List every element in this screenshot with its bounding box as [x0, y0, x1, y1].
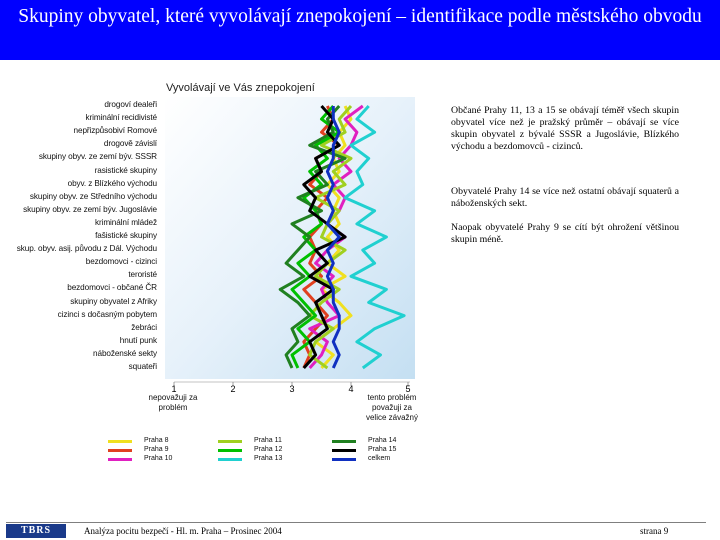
row-label: obyv. z Blízkého východu	[67, 178, 157, 188]
x-tick-label: 4	[348, 384, 354, 394]
row-label: rasistické skupiny	[94, 165, 157, 175]
row-label: žebráci	[131, 322, 157, 332]
row-label: hnutí punk	[119, 335, 157, 345]
legend-label: Praha 15	[368, 446, 397, 453]
row-label: kriminální recidivisté	[85, 113, 157, 123]
row-label: teroristé	[128, 270, 157, 280]
x-tick-label: 3	[289, 384, 295, 394]
x-tick-label: 2	[230, 384, 236, 394]
x-left-label: nepovažuji za problém	[148, 393, 198, 412]
chart-title: Vyvolávají ve Vás znepokojení	[166, 82, 315, 94]
row-label: skupiny obyv. ze Středního východu	[29, 191, 157, 201]
row-label: squateři	[128, 362, 157, 371]
plot-area	[165, 97, 415, 379]
text-paragraph-3: Naopak obyvatelé Prahy 9 se cítí být ohrožení většinou skupin méně.	[451, 222, 679, 245]
legend-swatch	[108, 458, 132, 461]
legend-label: Praha 9	[144, 446, 169, 453]
legend-swatch	[108, 449, 132, 452]
row-label: bezdomovci - občané ČR	[67, 283, 157, 293]
page-title: Skupiny obyvatel, které vyvolávají znepokojení – identifikace podle městského obvodu	[0, 0, 720, 60]
footer-divider	[6, 522, 706, 523]
x-right-label: tento problém považuji za velice závažný	[365, 393, 419, 422]
text-paragraph-2: Obyvatelé Prahy 14 se více než ostatní obávají squaterů a náboženských sekt.	[451, 186, 679, 209]
text-paragraph-1: Občané Prahy 11, 13 a 15 se obávají téměř všech skupin obyvatel více než je pražský průměr – obávají se více skupin obyvatel z bývalé SSSR a Jugoslávie, Blízkého východu a bezdomovců - cizinců.	[451, 105, 679, 152]
row-label: nepřizpůsobiví Romové	[73, 126, 157, 136]
row-label: drogoví dealeři	[104, 100, 157, 109]
row-label: skupiny obyvatel z Afriky	[70, 296, 157, 306]
x-tick-label: 5	[405, 384, 411, 394]
legend-swatch	[218, 440, 242, 443]
company-logo: TBRS	[6, 524, 66, 538]
legend-swatch	[332, 458, 356, 461]
row-label: drogově závislí	[103, 139, 157, 149]
row-label: cizinci s dočasným pobytem	[57, 309, 157, 319]
legend-swatch	[108, 440, 132, 443]
legend-swatch	[332, 449, 356, 452]
row-label: náboženské sekty	[93, 348, 157, 358]
row-label: kriminální mládež	[94, 217, 157, 227]
legend-label: Praha 10	[144, 455, 173, 462]
footer-caption: Analýza pocitu bezpečí - Hl. m. Praha – Prosinec 2004	[84, 526, 282, 536]
row-label: fašistické skupiny	[95, 231, 157, 240]
legend-label: celkem	[368, 455, 391, 462]
row-label: skup. obyv. asij. původu z Dál. Východu	[16, 244, 157, 254]
legend-swatch	[332, 440, 356, 443]
legend-label: Praha 8	[144, 437, 169, 444]
legend-label: Praha 13	[254, 455, 283, 462]
legend-label: Praha 11	[254, 437, 282, 444]
x-tick-label: 1	[171, 384, 177, 394]
row-label: skupiny obyv. ze zemí býv. Jugoslávie	[23, 204, 157, 214]
page-number: strana 9	[640, 526, 669, 536]
legend-swatch	[218, 458, 242, 461]
row-label: bezdomovci - cizinci	[85, 257, 157, 267]
legend-label: Praha 12	[254, 446, 283, 453]
row-label: skupiny obyv. ze zemí býv. SSSR	[38, 152, 157, 162]
legend-label: Praha 14	[368, 437, 397, 444]
legend-swatch	[218, 449, 242, 452]
